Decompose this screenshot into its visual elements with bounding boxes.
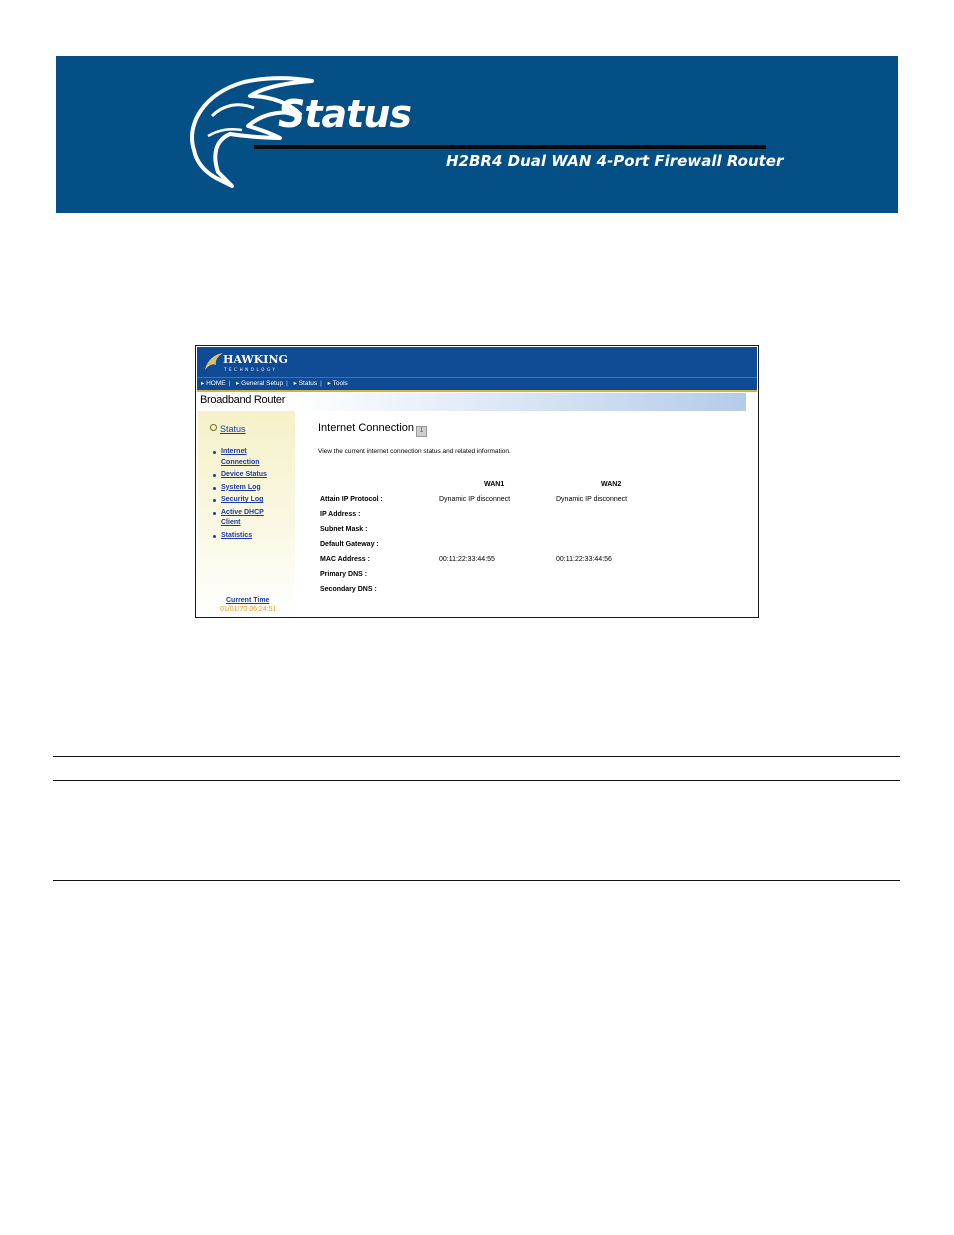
row-label-mac-address: MAC Address : bbox=[320, 556, 370, 563]
row-label-ip-address: IP Address : bbox=[320, 511, 361, 518]
column-header-wan1: WAN1 bbox=[484, 481, 505, 488]
wan2-mac-address: 00:11:22:33:44:56 bbox=[556, 556, 612, 563]
sidebar-link-system-log[interactable]: System Log bbox=[221, 483, 281, 494]
brand-sub-text: TECHNOLOGY bbox=[224, 367, 278, 372]
sidebar-link-device-status[interactable]: Device Status bbox=[221, 470, 281, 481]
banner-divider bbox=[254, 145, 766, 149]
divider-line bbox=[53, 756, 900, 757]
divider-line bbox=[53, 780, 900, 781]
radio-circle-icon bbox=[210, 424, 217, 431]
router-nav: ▸ HOME | ▸ General Setup | ▸ Status | ▸ Tools bbox=[197, 377, 757, 392]
sidebar-links bbox=[221, 447, 281, 543]
help-icon[interactable]: 1 bbox=[416, 426, 427, 437]
brand-text: HAWKING bbox=[223, 353, 288, 366]
nav-status[interactable]: ▸ Status bbox=[293, 380, 318, 387]
current-time-value: 01/01/70 06:24:51 bbox=[220, 606, 277, 613]
page-description: View the current internet connection status and related information. bbox=[318, 448, 511, 455]
row-label-primary-dns: Primary DNS : bbox=[320, 571, 368, 578]
status-banner bbox=[56, 56, 898, 213]
banner-title: Status bbox=[278, 92, 412, 136]
row-label-attain-ip-protocol: Attain IP Protocol : bbox=[320, 496, 383, 503]
nav-general-setup[interactable]: ▸ General Setup bbox=[236, 380, 284, 387]
hawking-logo bbox=[203, 350, 295, 374]
router-screenshot bbox=[195, 345, 759, 618]
internet-connection-panel bbox=[318, 418, 738, 608]
row-label-subnet-mask: Subnet Mask : bbox=[320, 526, 368, 533]
wan1-attain-ip-protocol: Dynamic IP disconnect bbox=[439, 496, 511, 503]
status-sidebar bbox=[198, 411, 295, 617]
sidebar-link-active-dhcp-client[interactable]: Active DHCP Client bbox=[221, 508, 281, 529]
router-header bbox=[197, 347, 757, 377]
column-header-wan2: WAN2 bbox=[601, 481, 622, 488]
nav-tools[interactable]: ▸ Tools bbox=[327, 380, 348, 387]
product-bar bbox=[198, 393, 746, 411]
sidebar-section-status[interactable]: Status bbox=[210, 424, 246, 434]
row-label-secondary-dns: Secondary DNS : bbox=[320, 586, 377, 593]
divider-line bbox=[53, 880, 900, 881]
page-title: Internet Connection 1 bbox=[318, 422, 427, 437]
nav-home[interactable]: ▸ HOME bbox=[201, 380, 226, 387]
sidebar-link-security-log[interactable]: Security Log bbox=[221, 495, 281, 506]
product-name: Broadband Router bbox=[200, 394, 286, 406]
banner-subtitle: H2BR4 Dual WAN 4-Port Firewall Router bbox=[446, 152, 784, 170]
wan1-mac-address: 00:11:22:33:44:55 bbox=[439, 556, 495, 563]
wan2-attain-ip-protocol: Dynamic IP disconnect bbox=[556, 496, 628, 503]
current-time-label[interactable]: Current Time bbox=[226, 597, 270, 604]
row-label-default-gateway: Default Gateway : bbox=[320, 541, 379, 548]
sidebar-link-internet-connection[interactable]: Internet Connection bbox=[221, 447, 281, 468]
sidebar-link-statistics[interactable]: Statistics bbox=[221, 531, 281, 542]
